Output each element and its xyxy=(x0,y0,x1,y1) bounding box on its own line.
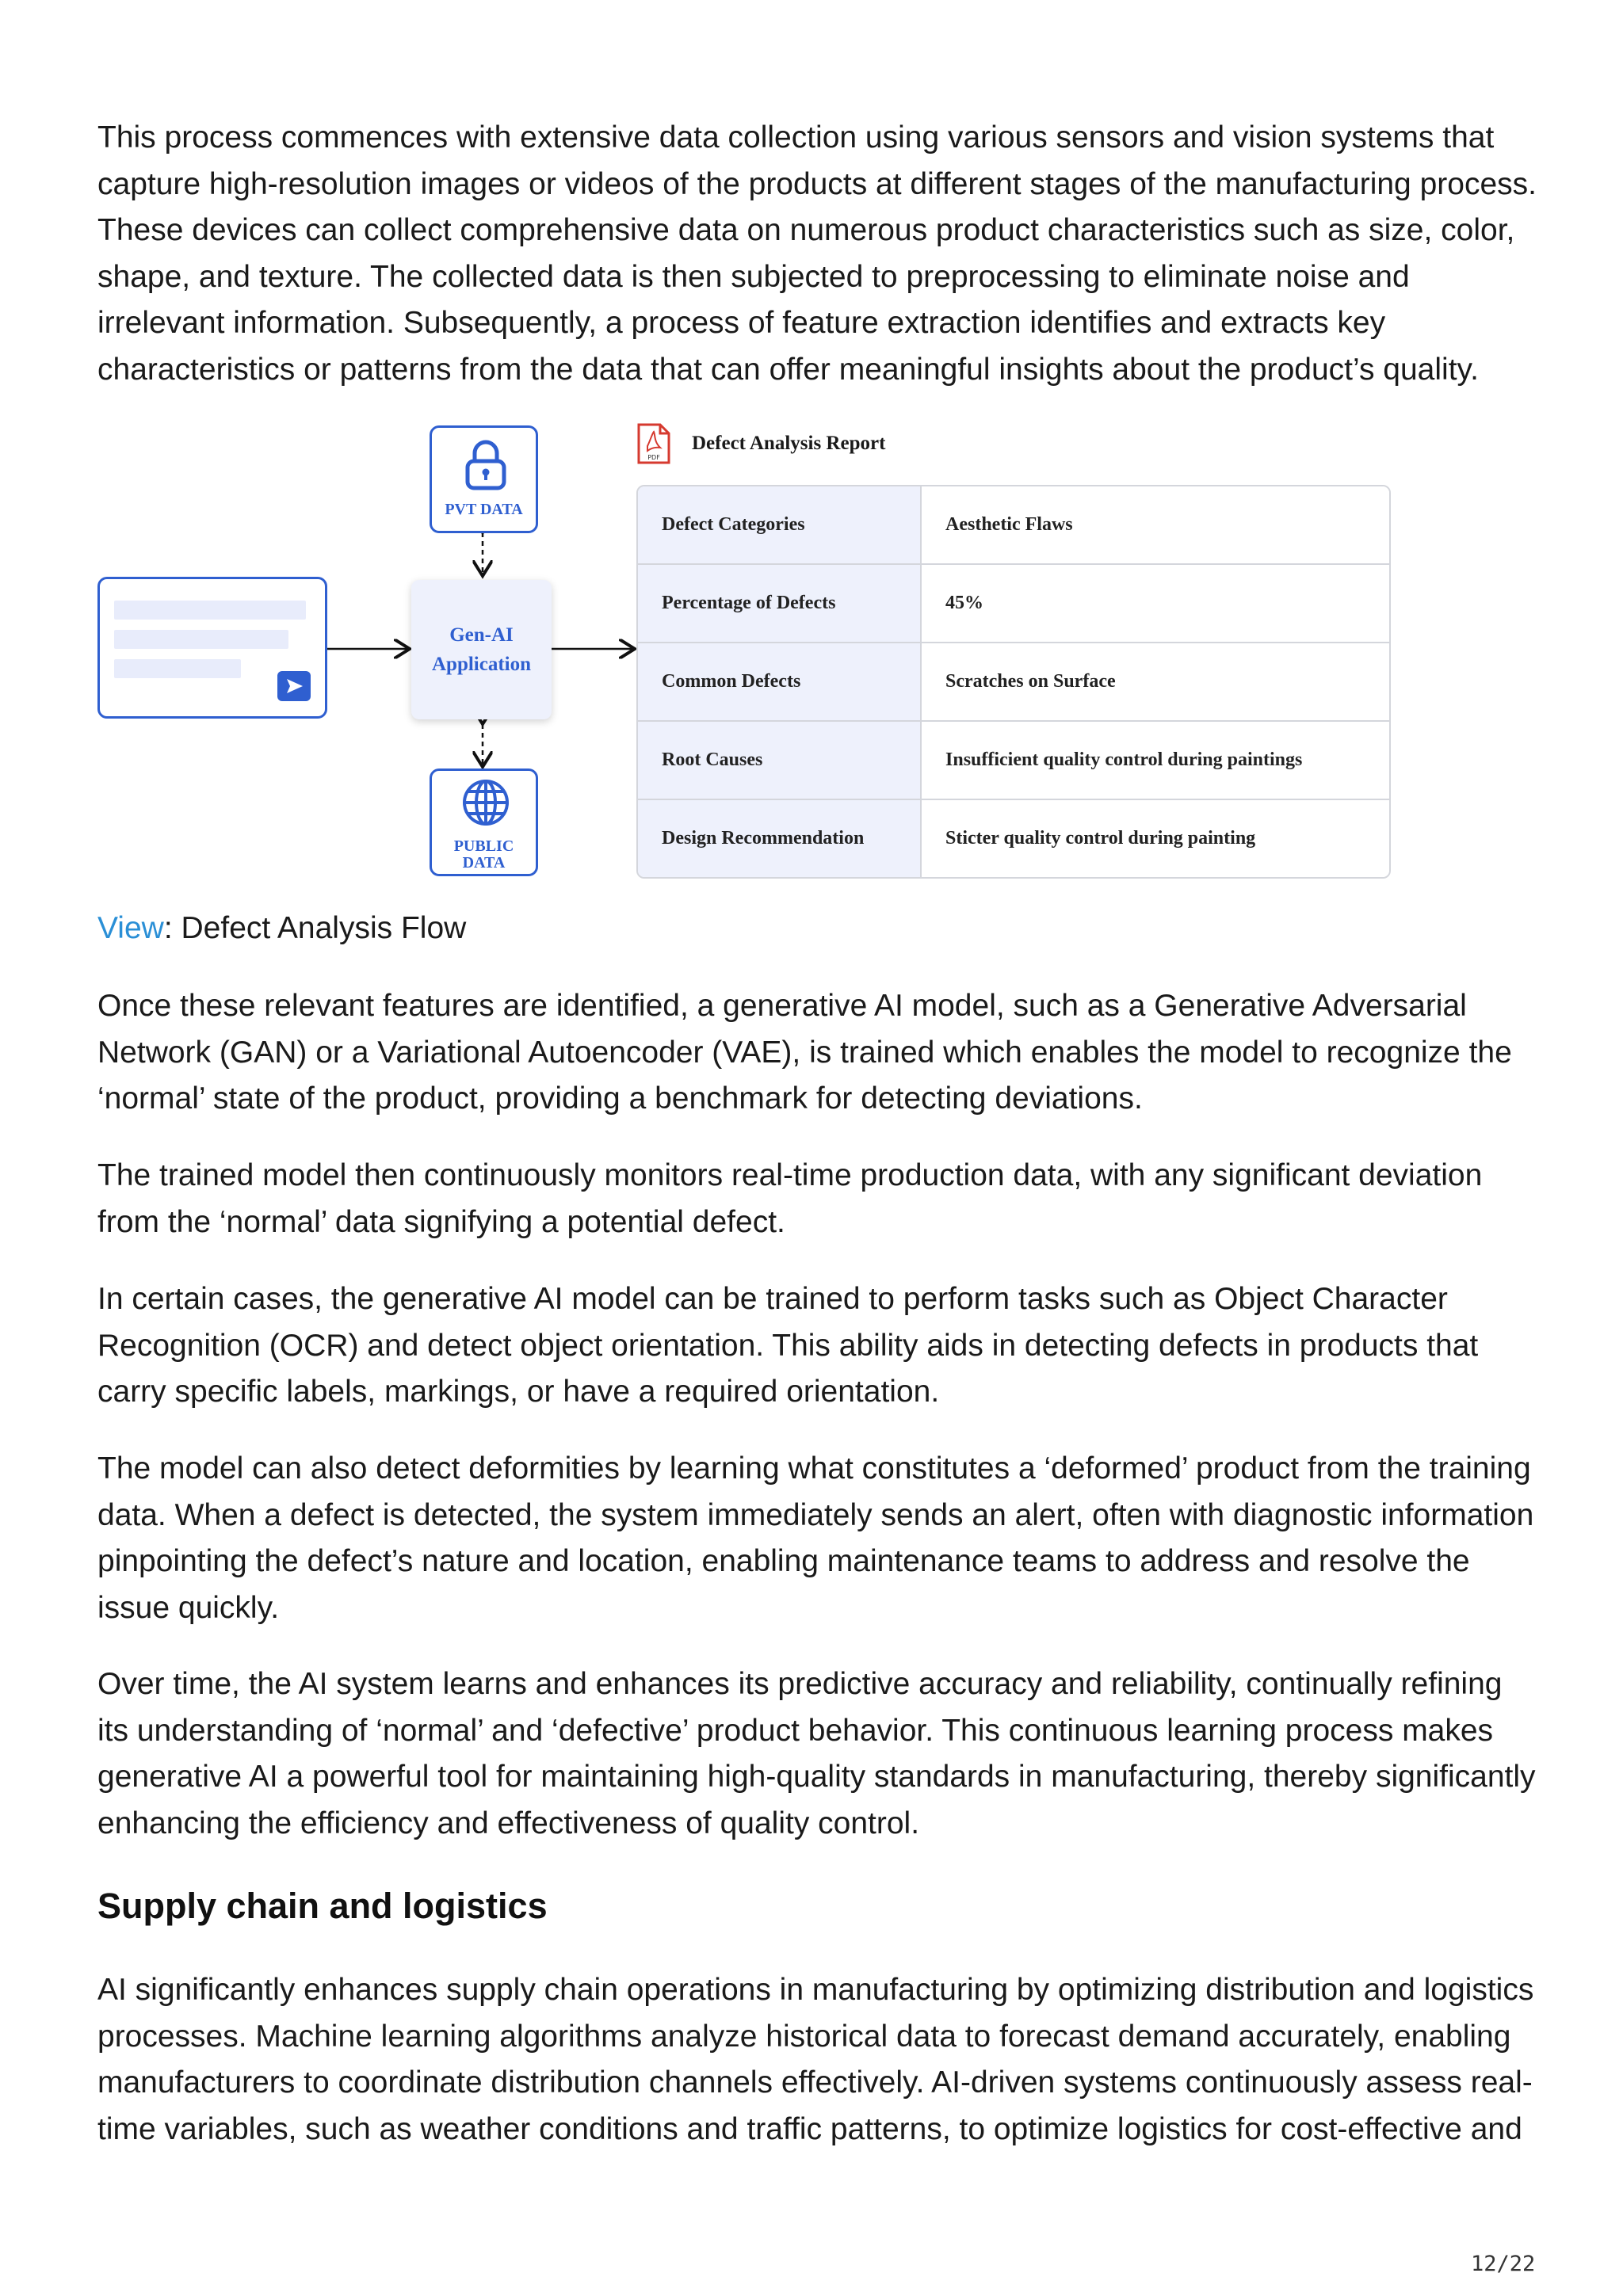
row-value: Insufficient quality control during paintings xyxy=(922,722,1389,800)
page-number: 12/22 xyxy=(1471,2252,1536,2276)
body-paragraph: Once these relevant features are identified, a generative AI model, such as a Generative Adversarial Network (GAN) or a Variational Autoencoder (VAE), is trained which enables the model to recognize the ‘normal’ state of the product, providing a benchmark for detecting deviations. xyxy=(97,989,1512,1116)
pdf-icon-text: PDF xyxy=(647,454,660,461)
figure-caption xyxy=(97,910,466,948)
row-value: 45% xyxy=(922,565,1389,643)
genai-label-line2: Application xyxy=(431,654,532,675)
row-key: Root Causes xyxy=(638,722,922,800)
row-value: Sticter quality control during painting xyxy=(922,800,1389,877)
paragraph-gan xyxy=(97,983,1540,1123)
section-heading: Supply chain and logistics xyxy=(97,1886,548,1926)
paragraph-ocr xyxy=(97,1276,1540,1416)
body-paragraph: The model can also detect deformities by learning what constitutes a ‘deformed’ product from the training data. When a defect is detected, the system immediately sends an alert, often with diagnostic information pinpointing the defect’s nature and location, enabling maintenance teams to address and resolve the issue quickly. xyxy=(97,1451,1534,1625)
pvt-data-label: PVT DATA xyxy=(445,501,523,518)
input-line-3 xyxy=(114,659,241,678)
lock-icon xyxy=(464,439,508,491)
view-link[interactable]: View xyxy=(97,911,164,945)
row-key: Common Defects xyxy=(638,643,922,722)
pdf-file-icon xyxy=(636,422,671,465)
genai-label-line1: Gen-AI xyxy=(449,624,514,646)
paragraph-intro xyxy=(97,115,1540,393)
paragraph-deformities xyxy=(97,1446,1540,1631)
input-line-1 xyxy=(114,601,306,620)
row-key: Percentage of Defects xyxy=(638,565,922,643)
send-icon xyxy=(277,671,311,701)
paragraph-supply-chain xyxy=(97,1967,1540,2153)
genai-application-node xyxy=(411,580,552,719)
defect-report-table xyxy=(636,485,1391,879)
row-key: Design Recommendation xyxy=(638,800,922,877)
globe-icon xyxy=(460,777,511,828)
row-value: Scratches on Surface xyxy=(922,643,1389,722)
send-button[interactable] xyxy=(277,671,311,701)
section-heading-wrap xyxy=(97,1886,1540,1927)
row-value: Aesthetic Flaws xyxy=(922,486,1389,565)
table-row xyxy=(638,643,1389,722)
table-row xyxy=(638,486,1389,565)
public-data-node xyxy=(430,769,538,876)
body-paragraph: The trained model then continuously monitors real-time production data, with any significant deviation from the ‘normal’ data signifying a potential defect. xyxy=(97,1158,1483,1239)
table-row xyxy=(638,722,1389,800)
table-row xyxy=(638,565,1389,643)
chat-input-node xyxy=(97,577,327,719)
report-title: Defect Analysis Report xyxy=(692,433,886,454)
pvt-data-node xyxy=(430,425,538,533)
public-data-label-line2: DATA xyxy=(462,854,506,871)
report-header xyxy=(636,421,885,466)
table-row xyxy=(638,800,1389,877)
body-paragraph: Over time, the AI system learns and enhances its predictive accuracy and reliability, continually refining its understanding of ‘normal’ and ‘defective’ product behavior. This continuous learning process makes generative AI a powerful tool for maintaining high-quality standards in manufacturing, thereby significantly enhancing the efficiency and effectiveness of quality control. xyxy=(97,1667,1536,1840)
row-key: Defect Categories xyxy=(638,486,922,565)
defect-analysis-flow-diagram xyxy=(97,421,1397,881)
body-paragraph: This process commences with extensive data collection using various sensors and vision systems that capture high-resolution images or videos of the products at different stages of the manufacturing process. These devices can collect comprehensive data on numerous product characteristics such as size, color, shape, and texture. The collected data is then subjected to preprocessing to eliminate noise and irrelevant information. Subsequently, a process of feature extraction identifies and extracts key characteristics or patterns from the data that can offer meaningful insights about the product’s quality. xyxy=(97,120,1537,387)
public-data-label-line1: PUBLIC xyxy=(453,837,514,855)
paragraph-continuous-learning xyxy=(97,1661,1540,1847)
body-paragraph: In certain cases, the generative AI model can be trained to perform tasks such as Object Character Recognition (OCR) and detect object orientation. This ability aids in detecting defects in products that carry specific labels, markings, or have a required orientation. xyxy=(97,1282,1479,1409)
body-paragraph: AI significantly enhances supply chain operations in manufacturing by optimizing distribution and logistics processes. Machine learning algorithms analyze historical data to forecast demand accurately, enabling manufacturers to coordinate distribution channels effectively. AI-driven systems continuously assess real-time variables, such as weather conditions and traffic patterns, to optimize logistics for cost-effective and xyxy=(97,1973,1534,2146)
input-line-2 xyxy=(114,630,288,649)
caption-text: : Defect Analysis Flow xyxy=(163,911,467,945)
paragraph-monitoring xyxy=(97,1153,1540,1245)
